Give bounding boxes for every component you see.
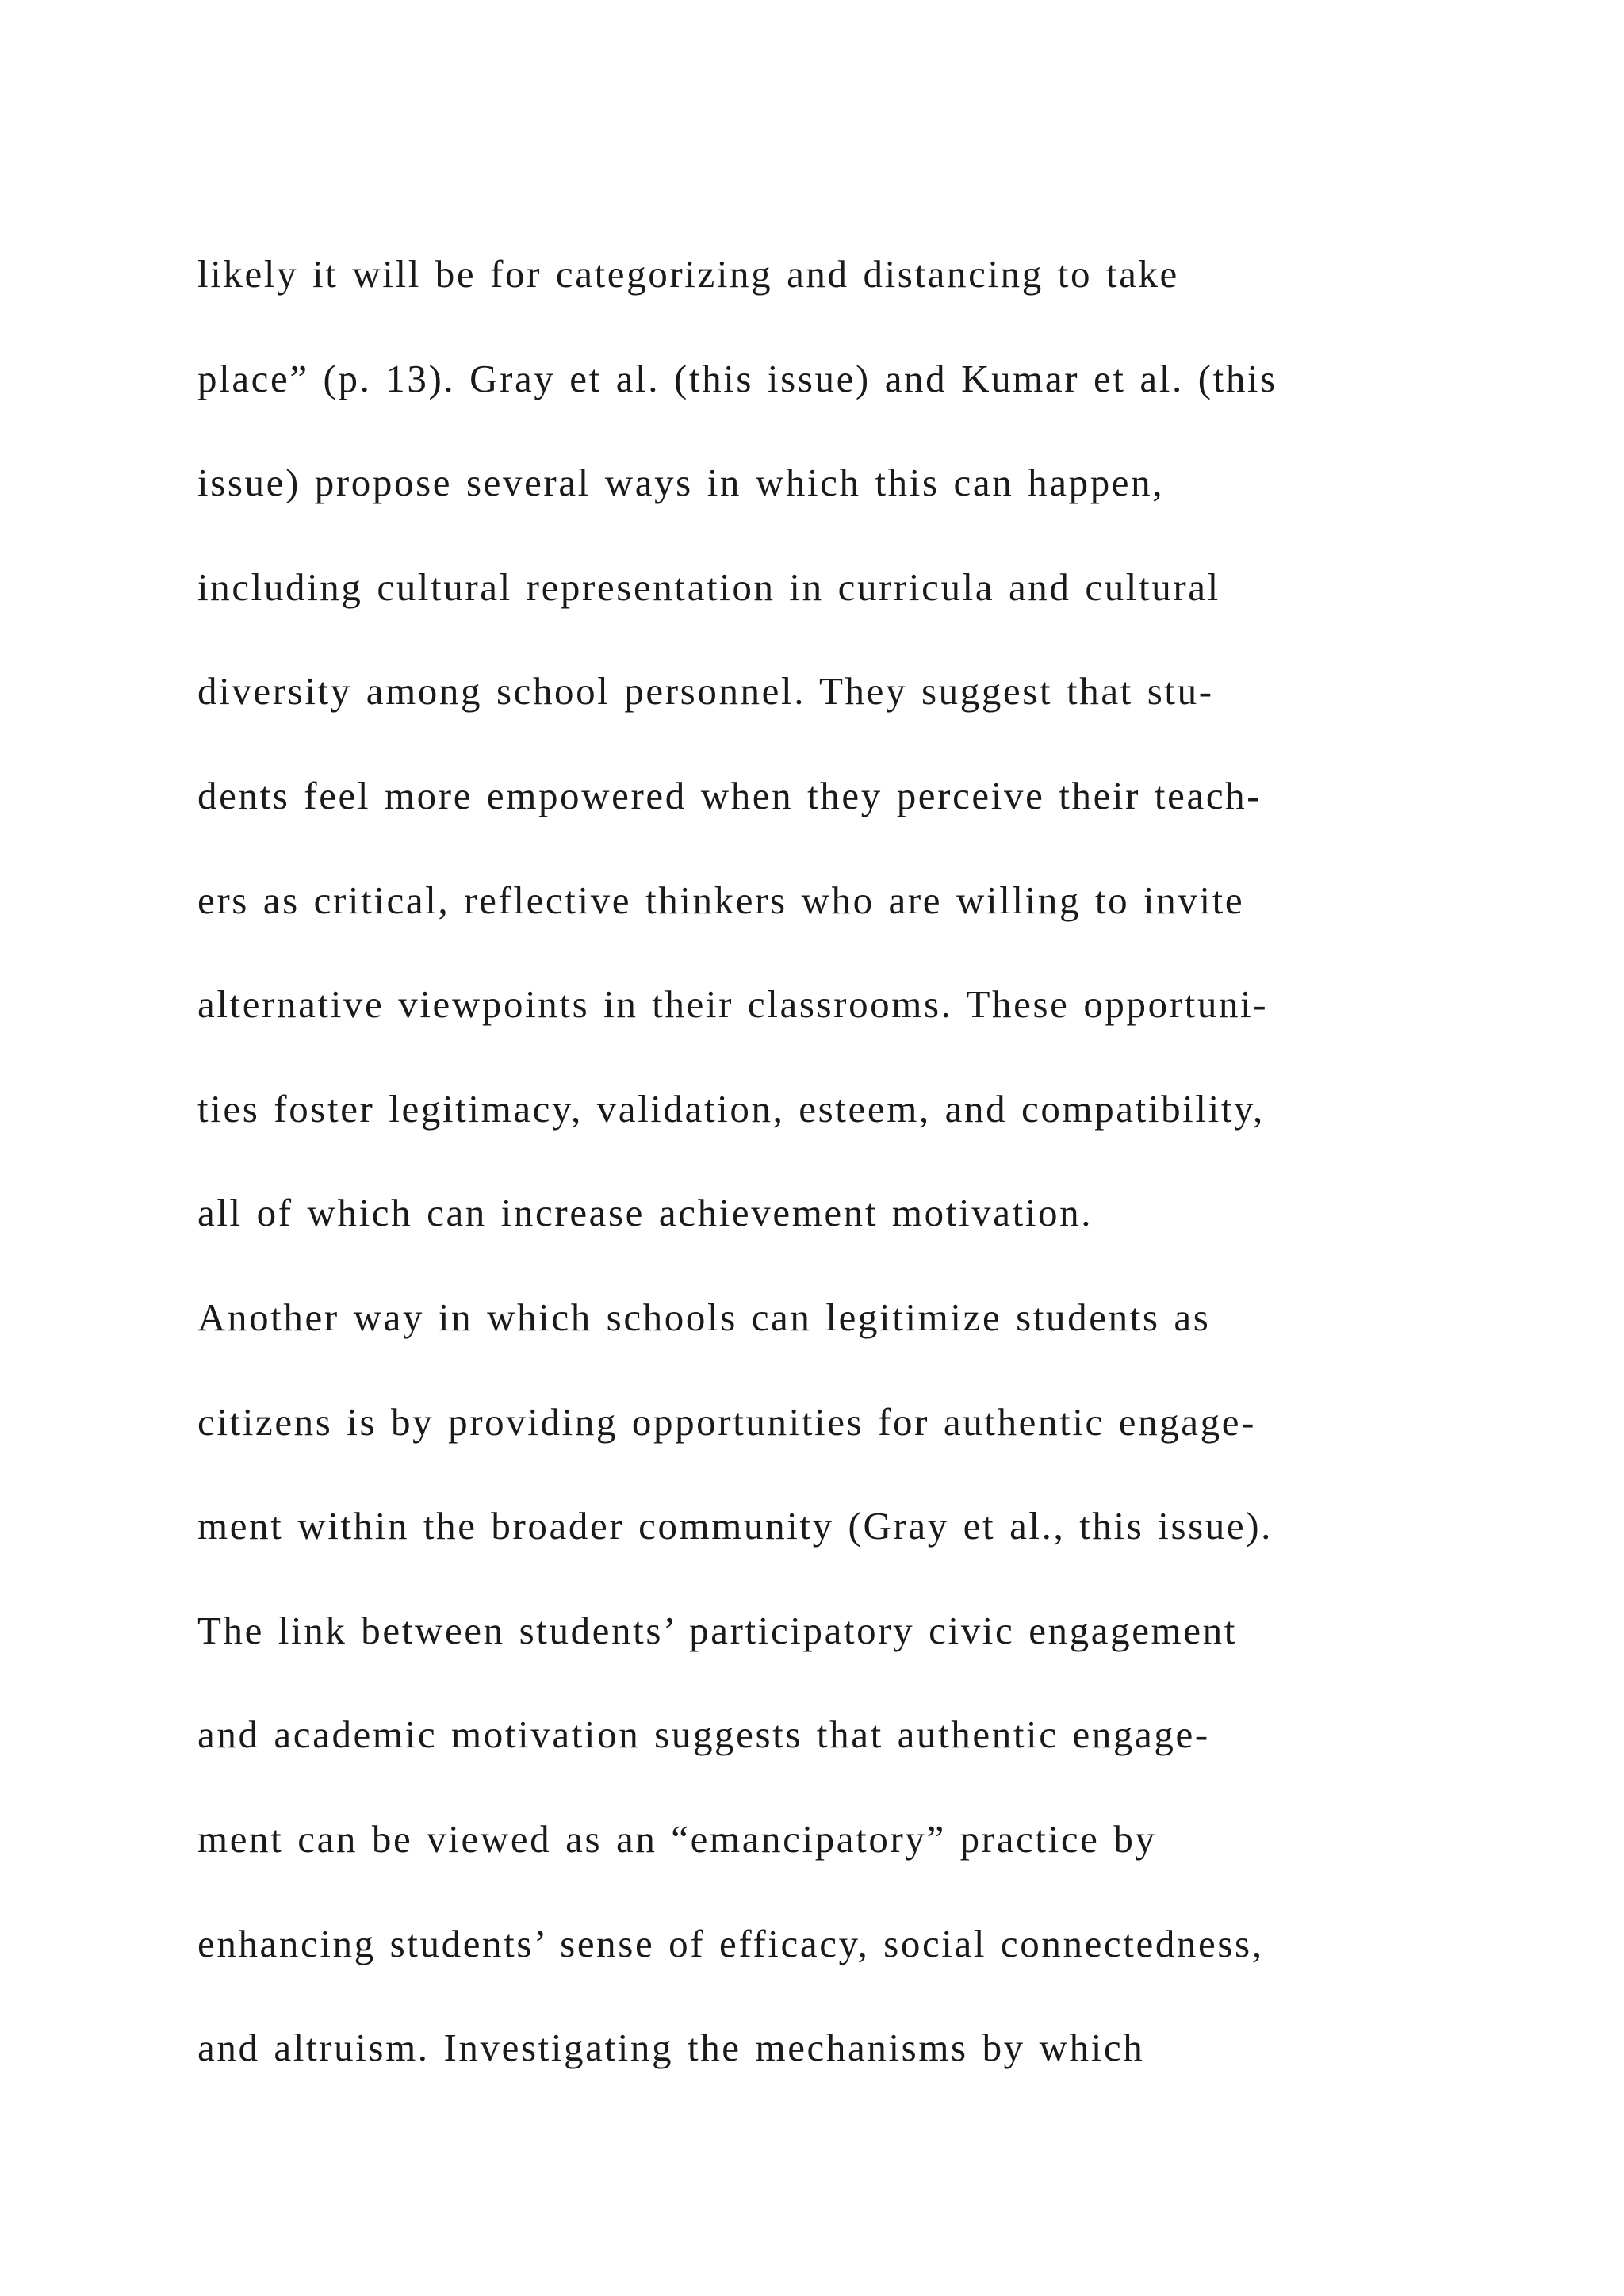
text-line: alternative viewpoints in their classrooms. These opportuni- [197,982,1269,1027]
text-line: ers as critical, reflective thinkers who are willing to invite [197,878,1245,922]
body-text [197,242,1593,2120]
text-line: citizens is by providing opportunities for authentic engage- [197,1399,1257,1444]
text-line: all of which can increase achievement motivation. [197,1191,1094,1235]
text-line: ment within the broader community (Gray et al., this issue). [197,1504,1274,1548]
text-line: and altruism. Investigating the mechanisms by which [197,2026,1145,2070]
text-line: Another way in which schools can legitimize students as [197,1295,1211,1339]
text-line: The link between students’ participatory civic engagement [197,1608,1237,1652]
text-line: ment can be viewed as an “emancipatory” practice by [197,1816,1157,1861]
text-line: place” (p. 13). Gray et al. (this issue) and Kumar et al. (this [197,356,1277,400]
text-line: ties foster legitimacy, validation, esteem, and compatibility, [197,1086,1265,1131]
text-line: including cultural representation in curricula and cultural [197,564,1220,609]
text-line: likely it will be for categorizing and distancing to take [197,252,1179,296]
text-line: dents feel more empowered when they perceive their teach- [197,773,1262,817]
text-line: and academic motivation suggests that authentic engage- [197,1712,1210,1757]
text-line: diversity among school personnel. They suggest that stu- [197,669,1214,714]
text-line: enhancing students’ sense of efficacy, social connectedness, [197,1921,1264,1965]
text-line: issue) propose several ways in which this can happen, [197,461,1165,505]
